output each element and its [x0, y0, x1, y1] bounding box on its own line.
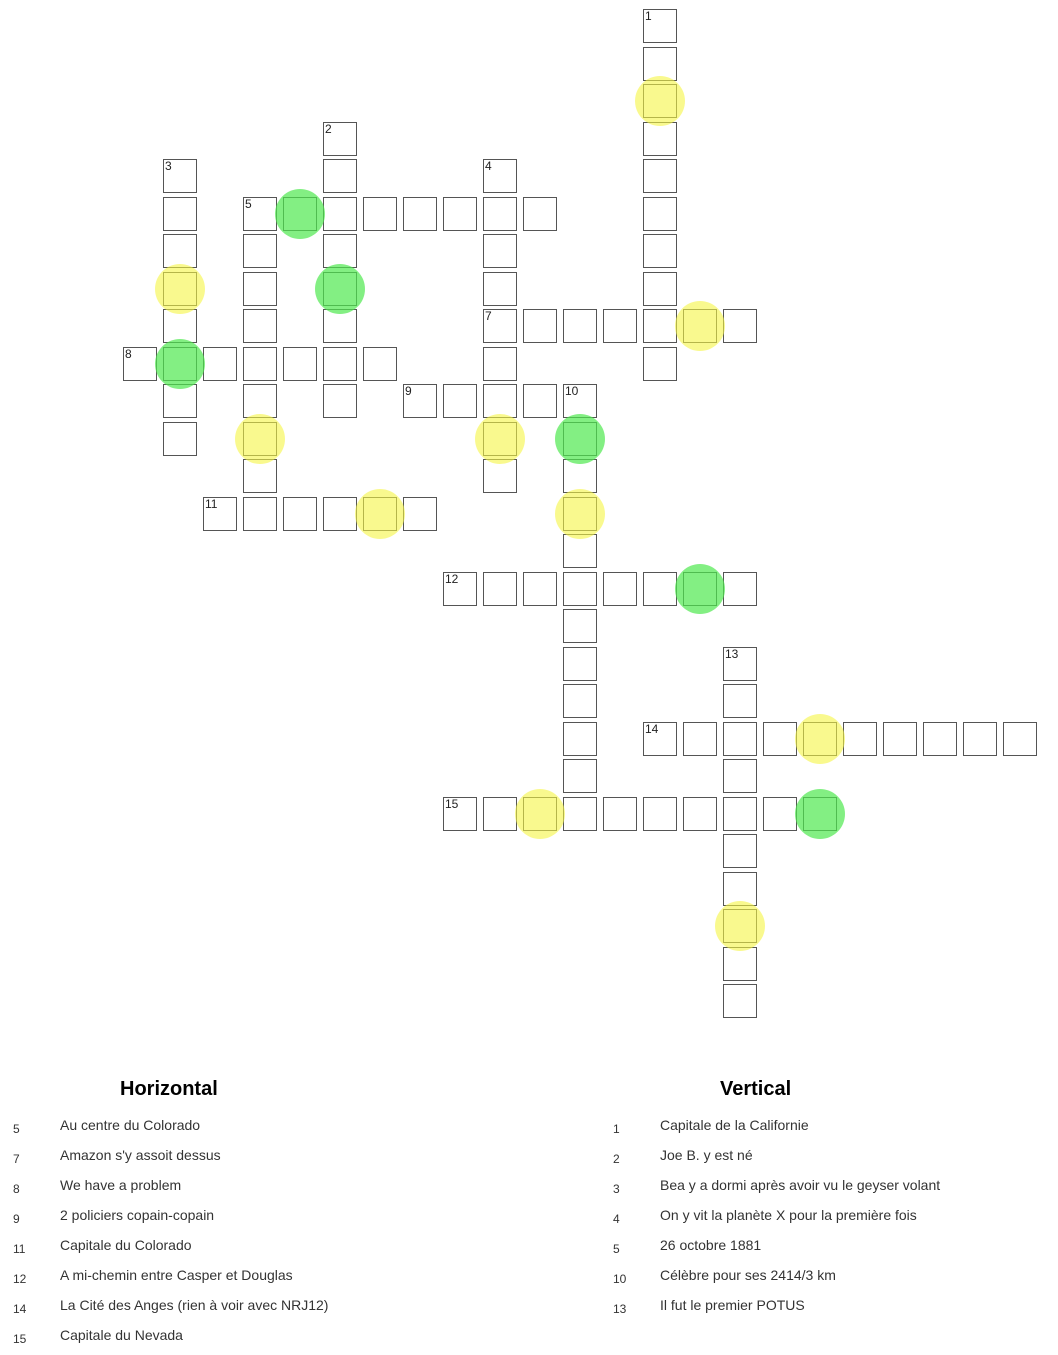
crossword-cell[interactable]	[443, 384, 477, 418]
clue-number: 2	[613, 1152, 620, 1166]
crossword-cell[interactable]	[163, 234, 197, 268]
crossword-cell[interactable]	[643, 797, 677, 831]
crossword-cell[interactable]	[563, 422, 597, 456]
crossword-cell[interactable]	[723, 797, 757, 831]
clue-number-label: 7	[485, 309, 492, 323]
crossword-cell[interactable]	[523, 309, 557, 343]
crossword-cell[interactable]	[563, 609, 597, 643]
crossword-cell[interactable]	[763, 797, 797, 831]
crossword-cell[interactable]	[243, 309, 277, 343]
crossword-cell[interactable]	[483, 459, 517, 493]
clue-text: Capitale du Colorado	[60, 1237, 192, 1253]
crossword-cell[interactable]	[923, 722, 957, 756]
crossword-cell[interactable]	[723, 309, 757, 343]
clue-number: 8	[13, 1182, 20, 1196]
crossword-cell[interactable]	[443, 797, 477, 831]
crossword-cell[interactable]	[323, 384, 357, 418]
crossword-cell[interactable]	[803, 797, 837, 831]
crossword-cell[interactable]	[243, 459, 277, 493]
crossword-cell[interactable]	[843, 722, 877, 756]
crossword-cell[interactable]	[163, 347, 197, 381]
crossword-cell[interactable]	[243, 384, 277, 418]
clue-number-label: 4	[485, 159, 492, 173]
crossword-cell[interactable]	[643, 47, 677, 81]
crossword-cell[interactable]	[483, 234, 517, 268]
crossword-cell[interactable]	[483, 159, 517, 193]
crossword-cell[interactable]	[323, 272, 357, 306]
crossword-cell[interactable]	[523, 197, 557, 231]
crossword-cell[interactable]	[563, 797, 597, 831]
crossword-cell[interactable]	[163, 159, 197, 193]
clue-text: A mi-chemin entre Casper et Douglas	[60, 1267, 293, 1283]
crossword-cell[interactable]	[203, 347, 237, 381]
vertical-clues-heading: Vertical	[720, 1078, 792, 1100]
crossword-cell[interactable]	[563, 647, 597, 681]
crossword-cell[interactable]	[483, 309, 517, 343]
crossword-cell[interactable]	[483, 272, 517, 306]
crossword-cell[interactable]	[963, 722, 997, 756]
clue-number: 5	[13, 1122, 20, 1136]
crossword-cell[interactable]	[363, 347, 397, 381]
crossword-cell[interactable]	[523, 572, 557, 606]
crossword-cell[interactable]	[323, 234, 357, 268]
clue-text: La Cité des Anges (rien à voir avec NRJ12)	[60, 1297, 329, 1313]
crossword-cell[interactable]	[403, 384, 437, 418]
crossword-cell[interactable]	[243, 272, 277, 306]
crossword-cell[interactable]	[363, 197, 397, 231]
crossword-cell[interactable]	[723, 572, 757, 606]
crossword-cell[interactable]	[643, 572, 677, 606]
crossword-cell[interactable]	[483, 197, 517, 231]
crossword-cell[interactable]	[483, 572, 517, 606]
crossword-cell[interactable]	[723, 684, 757, 718]
crossword-cell[interactable]	[603, 572, 637, 606]
crossword-cell[interactable]	[883, 722, 917, 756]
crossword-cell[interactable]	[163, 309, 197, 343]
crossword-cell[interactable]	[403, 197, 437, 231]
clue-number: 13	[613, 1302, 627, 1316]
clue-number-label: 11	[205, 496, 218, 511]
crossword-cell[interactable]	[163, 272, 197, 306]
clue-number: 5	[613, 1242, 620, 1256]
crossword-cell[interactable]	[723, 984, 757, 1018]
clue-number-label: 9	[405, 384, 412, 398]
crossword-cell[interactable]	[243, 497, 277, 531]
clue-text: 26 octobre 1881	[660, 1237, 762, 1253]
clue-text: 2 policiers copain-copain	[60, 1207, 215, 1223]
crossword-cell[interactable]	[283, 347, 317, 381]
crossword-cell[interactable]	[563, 497, 597, 531]
clue-number-label: 15	[445, 796, 459, 811]
clue-number-label: 13	[725, 646, 739, 661]
clue-text: We have a problem	[60, 1177, 182, 1193]
crossword-cell[interactable]	[523, 797, 557, 831]
clue-text: Il fut le premier POTUS	[660, 1297, 805, 1313]
clue-number-label: 1	[645, 9, 652, 23]
crossword-cell[interactable]	[723, 834, 757, 868]
crossword-cell[interactable]	[643, 347, 677, 381]
clue-text: Joe B. y est né	[660, 1147, 753, 1163]
crossword-cell[interactable]	[523, 384, 557, 418]
crossword-cell[interactable]	[723, 759, 757, 793]
crossword-cell[interactable]	[323, 347, 357, 381]
clue-text: On y vit la planète X pour la première fois	[660, 1207, 917, 1223]
clue-number-label: 3	[165, 159, 172, 173]
crossword-cell[interactable]	[683, 797, 717, 831]
clue-text: Capitale de la Californie	[660, 1117, 809, 1133]
crossword-cell[interactable]	[443, 197, 477, 231]
crossword-cell[interactable]	[323, 309, 357, 343]
crossword-cell[interactable]	[323, 197, 357, 231]
crossword-cell[interactable]	[163, 422, 197, 456]
clue-text: Capitale du Nevada	[60, 1327, 183, 1343]
crossword-cell[interactable]	[683, 309, 717, 343]
crossword-cell[interactable]	[323, 159, 357, 193]
crossword-cell[interactable]	[643, 309, 677, 343]
crossword-cell[interactable]	[123, 347, 157, 381]
clue-number-label: 10	[565, 384, 579, 398]
clue-text: Au centre du Colorado	[60, 1117, 201, 1133]
crossword-cell[interactable]	[243, 347, 277, 381]
crossword-cell[interactable]	[563, 684, 597, 718]
clue-number: 12	[13, 1272, 27, 1286]
crossword-cell[interactable]	[1003, 722, 1037, 756]
crossword-cell[interactable]	[323, 122, 357, 156]
crossword-cell[interactable]	[563, 459, 597, 493]
crossword-cell[interactable]	[643, 722, 677, 756]
crossword-cell[interactable]	[723, 909, 757, 943]
crossword-cell[interactable]	[763, 722, 797, 756]
crossword-cell[interactable]	[563, 384, 597, 418]
crossword-cell[interactable]	[603, 797, 637, 831]
crossword-cell[interactable]	[163, 197, 197, 231]
crossword-cell[interactable]	[723, 722, 757, 756]
crossword-cell[interactable]	[243, 234, 277, 268]
crossword-cell[interactable]	[163, 384, 197, 418]
crossword-cell[interactable]	[683, 572, 717, 606]
crossword-cell[interactable]	[203, 497, 237, 531]
clue-number: 7	[13, 1152, 20, 1166]
crossword-cell[interactable]	[563, 534, 597, 568]
clue-text: Bea y a dormi après avoir vu le geyser volant	[660, 1177, 941, 1193]
crossword-cell[interactable]	[643, 159, 677, 193]
crossword-cell[interactable]	[323, 497, 357, 531]
crossword-cell[interactable]	[243, 197, 277, 231]
crossword-cell[interactable]	[683, 722, 717, 756]
crossword-cell[interactable]	[643, 234, 677, 268]
crossword-cell[interactable]	[803, 722, 837, 756]
clue-number: 14	[13, 1302, 27, 1316]
crossword-cell[interactable]	[483, 347, 517, 381]
clue-number: 15	[13, 1332, 27, 1346]
crossword-cell[interactable]	[643, 197, 677, 231]
clue-number-label: 12	[445, 571, 459, 586]
crossword-cell[interactable]	[443, 572, 477, 606]
clue-number: 3	[613, 1182, 620, 1196]
crossword-cell[interactable]	[563, 572, 597, 606]
clue-number-label: 14	[645, 721, 659, 736]
crossword-cell[interactable]	[723, 947, 757, 981]
clue-number: 10	[613, 1272, 627, 1286]
crossword-cell[interactable]	[483, 422, 517, 456]
crossword-cell[interactable]	[363, 497, 397, 531]
crossword-cell[interactable]	[643, 122, 677, 156]
crossword-cell[interactable]	[643, 9, 677, 43]
crossword-cell[interactable]	[643, 84, 677, 118]
clue-number-label: 8	[125, 346, 132, 361]
crossword-cell[interactable]	[283, 197, 317, 231]
clue-number: 11	[13, 1242, 26, 1256]
crossword-cell[interactable]	[723, 872, 757, 906]
crossword-cell[interactable]	[243, 422, 277, 456]
crossword-cell[interactable]	[643, 272, 677, 306]
clue-number-label: 5	[245, 196, 252, 211]
crossword-cell[interactable]	[483, 797, 517, 831]
crossword-cell[interactable]	[283, 497, 317, 531]
crossword-cell[interactable]	[563, 759, 597, 793]
crossword-cell[interactable]	[483, 384, 517, 418]
crossword-cell[interactable]	[563, 722, 597, 756]
clue-number: 1	[613, 1122, 620, 1136]
clue-text: Amazon s'y assoit dessus	[60, 1147, 221, 1163]
crossword-cell[interactable]	[603, 309, 637, 343]
crossword-cell[interactable]	[563, 309, 597, 343]
crossword-cell[interactable]	[723, 647, 757, 681]
horizontal-clues-heading: Horizontal	[120, 1078, 218, 1100]
clue-text: Célèbre pour ses 2414/3 km	[660, 1267, 836, 1283]
clue-number-label: 2	[325, 121, 332, 136]
clue-number: 4	[613, 1212, 620, 1226]
crossword-cell[interactable]	[403, 497, 437, 531]
clue-number: 9	[13, 1212, 20, 1226]
